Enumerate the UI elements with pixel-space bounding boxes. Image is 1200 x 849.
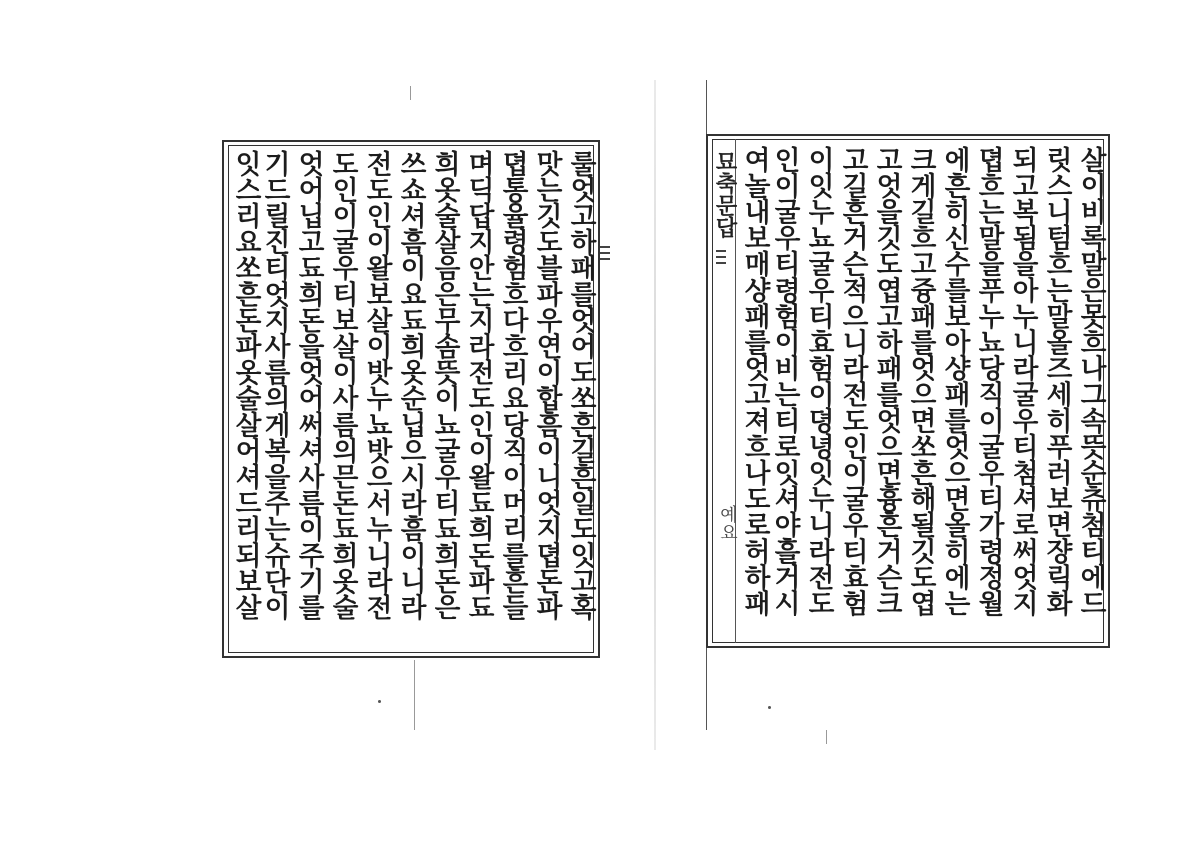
book-title-margin: 묘축문답 [712, 150, 738, 238]
text-column: 살이비록말은못흐나그속뜻순츄첨티에드 [1075, 146, 1106, 616]
text-column: 잇스리요쏘흔돈파옷술살어셔드리되보살 [230, 150, 261, 620]
text-column: 룰엇고하패를엇어도쏘흔길흔일도잇고혹 [565, 150, 596, 620]
text-column: 고엇을깃도엽고하패를엇으면흉흔거슨크 [871, 146, 902, 616]
scan-mark [826, 730, 827, 744]
text-column: 전도인이왈보살이밧누뇨밧으서누니라전 [361, 150, 392, 620]
text-column: 고길흔거슨적으니라전도인이굴우티효험 [837, 146, 868, 616]
scan-mark [410, 86, 411, 100]
fishtail-ornament [716, 250, 726, 264]
text-column: 며딕답지안는지라전도인이왈됴희돈파됴 [463, 150, 494, 620]
text-column: 엇어닙고됴희돈을엇어써셔사름이주기를 [293, 150, 324, 620]
text-column: 되고복됨을아누니라굴우티첨셔로써엇지 [1007, 146, 1038, 616]
text-column: 이잇누뇨굴우티효험이뎡녕잇누니라전도 [803, 146, 834, 616]
text-column: 크게길흐고즁패를엇으면쏘흔해될깃도엽 [905, 146, 936, 616]
right-page [656, 0, 1200, 849]
text-column: 여놀내보매샹패를엇고져흐나도로허하패 [739, 146, 770, 616]
ink-speck [768, 706, 771, 709]
scan-mark [414, 660, 415, 730]
text-column: 인이굴우티령험이비는티로잇셔야흘거시 [769, 146, 800, 616]
text-column: 릿스니텀흐는말올즈세히푸러보면쟝릭화 [1041, 146, 1072, 616]
text-column: 에흔히신수를보아샹패를엇으면올히에는 [939, 146, 970, 616]
text-column: 쓰쇼셔흠이요됴희옷순닙으시라흠이니라 [395, 150, 426, 620]
text-column: 뎝흐는말을푸누뇨당직이굴우티가령정월 [973, 146, 1004, 616]
ink-speck [378, 700, 381, 703]
text-column: 도인이굴우티보살이사름의믄돈됴희옷술 [327, 150, 358, 620]
text-column: 기드릴진티엇지사름의게복을주는슈단이 [259, 150, 290, 620]
text-column: 희옷술살음은무솜뜻이뇨굴우티됴희돈은 [429, 150, 460, 620]
text-column: 맛는깃도블파우연이합흠이니엇지뎝돈파 [531, 150, 562, 620]
text-column: 뎝통율령험흐다흐리요당직이머리를흔들 [497, 150, 528, 620]
section-marker: 예요 [717, 505, 738, 541]
fishtail-ornament [600, 246, 610, 260]
